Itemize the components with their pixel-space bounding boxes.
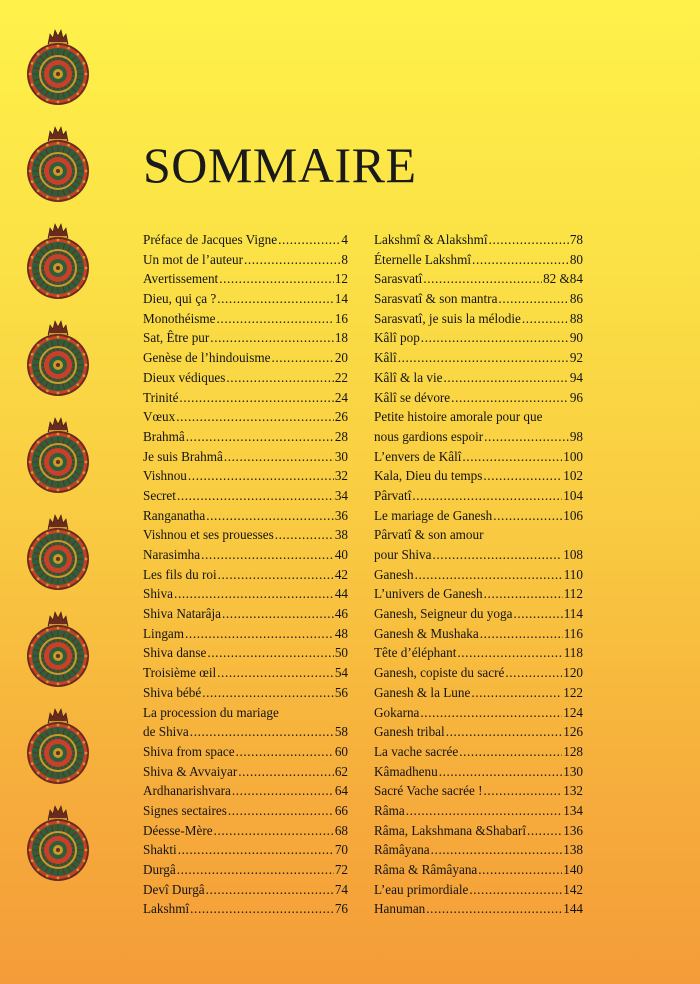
toc-page-number: 110 (563, 566, 583, 582)
toc-page-number: 4 (341, 232, 348, 247)
toc-dot-leader (232, 781, 334, 801)
toc-dot-leader (398, 348, 569, 368)
toc-dot-leader (484, 584, 563, 604)
toc-dot-leader (513, 604, 562, 624)
toc-entry (143, 348, 348, 368)
toc-dot-leader (527, 821, 562, 841)
toc-dot-leader (423, 269, 542, 289)
toc-dot-leader (226, 368, 333, 388)
toc-dot-leader (217, 309, 334, 329)
toc-entry (143, 840, 348, 860)
toc-page-number: 132 (563, 783, 583, 799)
toc-entry-title: Râma & Râmâyana (374, 862, 478, 877)
toc-page-number: 62 (334, 763, 348, 779)
toc-entry-title: Râma (374, 802, 405, 818)
toc-entry-title: Un mot de l’auteur (143, 251, 243, 267)
toc-dot-leader (471, 683, 562, 703)
toc-dot-leader (421, 328, 569, 348)
toc-dot-leader (206, 880, 334, 900)
toc-entry-title: Trinité (143, 389, 179, 405)
toc-entry-title: Shiva from space (143, 743, 235, 759)
toc-page-number: 114 (563, 606, 583, 622)
toc-dot-leader (483, 781, 562, 801)
toc-entry (143, 821, 348, 841)
toc-entry-title: Lakshmî & Alakshmî (374, 232, 488, 247)
toc-entry (143, 506, 348, 526)
toc-dot-leader (443, 368, 568, 388)
toc-entry-title: Ganesh, Seigneur du yoga (374, 606, 513, 622)
toc-entry-title: Vishnou et ses prouesses (143, 527, 274, 543)
toc-page-number: 82 &84 (543, 271, 583, 287)
toc-entry-title: Ranganatha (143, 507, 206, 523)
toc-entry (374, 801, 583, 821)
toc-page-number: 130 (563, 763, 583, 779)
toc-entry-line: Pârvatî & son amour (374, 527, 484, 543)
mandala-medallion-icon (26, 216, 90, 313)
toc-page-number: 48 (334, 625, 348, 641)
toc-page-number: 36 (334, 507, 348, 523)
toc-dot-leader (406, 801, 562, 821)
toc-entry (143, 683, 348, 703)
toc-page-number: 140 (563, 862, 583, 877)
toc-entry-title: Brahmâ (143, 428, 185, 444)
toc-entry (374, 703, 583, 723)
toc-entry-title: Ganesh (374, 566, 414, 582)
toc-entry (143, 742, 348, 762)
toc-dot-leader (177, 860, 334, 880)
toc-dot-leader (228, 801, 334, 821)
toc-dot-leader (224, 447, 334, 467)
toc-entry-title: Shiva & Avvaiyar (143, 763, 238, 779)
toc-page-number: 64 (334, 783, 348, 799)
toc-entry (143, 801, 348, 821)
toc-page-number: 60 (334, 743, 348, 759)
toc-entry (374, 427, 583, 447)
page-title: SOMMAIRE (143, 137, 417, 193)
toc-dot-leader (483, 466, 562, 486)
toc-dot-leader (505, 663, 562, 683)
toc-entry-title: Sarasvatî & son mantra (374, 291, 498, 307)
toc-entry (143, 388, 348, 408)
toc-dot-leader (244, 250, 340, 270)
toc-page-number: 54 (334, 665, 348, 681)
toc-dot-leader (202, 683, 334, 703)
toc-entry (374, 584, 583, 604)
toc-page-number: 80 (569, 251, 583, 267)
toc-dot-leader (522, 309, 569, 329)
toc-entry (374, 289, 583, 309)
toc-page-number: 144 (563, 901, 583, 917)
toc-page-number: 24 (334, 389, 348, 405)
toc-dot-leader (185, 624, 334, 644)
toc-entry-title: nous gardions espoir (374, 428, 484, 444)
toc-dot-leader (188, 466, 334, 486)
toc-entry-title: Sacré Vache sacrée ! (374, 783, 483, 799)
toc-entry-title: Kâlî & la vie (374, 369, 443, 385)
toc-entry-line: La procession du mariage (143, 704, 279, 720)
toc-page-number: 8 (341, 251, 348, 267)
mandala-medallion-icon (26, 798, 90, 895)
toc-dot-leader (469, 880, 562, 900)
toc-entry-title: Narasimha (143, 547, 201, 562)
toc-entry-title: L’univers de Ganesh (374, 586, 483, 602)
toc-entry (143, 899, 348, 919)
toc-entry-title: Dieu, qui ça ? (143, 291, 217, 307)
toc-dot-leader (236, 742, 334, 762)
toc-entry-title: Je suis Brahmâ (143, 448, 223, 464)
toc-entry-title: Ganesh & Mushaka (374, 625, 479, 641)
toc-entry (143, 230, 348, 250)
toc-page-number: 34 (334, 487, 348, 503)
toc-dot-leader (214, 821, 334, 841)
toc-page-number: 20 (334, 350, 348, 366)
toc-page-number: 96 (569, 389, 583, 405)
toc-entry (143, 643, 348, 663)
toc-entry-title: Signes sectaires (143, 802, 227, 818)
toc-entry-title: Kala, Dieu du temps (374, 468, 483, 484)
toc-entry (143, 880, 348, 900)
toc-entry (374, 447, 583, 467)
toc-page-number: 72 (334, 862, 348, 877)
toc-page-number: 112 (563, 586, 583, 602)
toc-entry-title: de Shiva (143, 724, 189, 740)
toc-page-number: 106 (563, 507, 583, 523)
toc-page-number: 134 (563, 802, 583, 818)
toc-entry (143, 781, 348, 801)
toc-page-number: 38 (334, 527, 348, 543)
toc-page-number: 22 (334, 369, 348, 385)
toc-dot-leader (484, 427, 569, 447)
toc-entry-title: Kâlî pop (374, 330, 420, 346)
toc-page-number: 74 (334, 881, 348, 897)
toc-page-number: 116 (563, 625, 583, 641)
toc-entry (374, 722, 583, 742)
toc-dot-leader (217, 663, 334, 683)
toc-page-number: 26 (334, 409, 348, 425)
toc-entry (143, 309, 348, 329)
toc-page-number: 78 (569, 232, 583, 247)
toc-entry (374, 663, 583, 683)
toc-entry (143, 545, 348, 565)
toc-page-number: 12 (334, 271, 348, 287)
toc-page-number: 16 (334, 310, 348, 326)
toc-entry (374, 643, 583, 663)
toc-page-number: 68 (334, 822, 348, 838)
toc-dot-leader (190, 722, 334, 742)
toc-dot-leader (207, 643, 333, 663)
toc-entry (143, 447, 348, 467)
toc-page-number: 128 (563, 743, 583, 759)
toc-dot-leader (177, 486, 334, 506)
toc-entry-title: Secret (143, 487, 176, 503)
toc-entry-title: Pârvatî (374, 487, 412, 503)
toc-entry (143, 466, 348, 486)
toc-entry (374, 466, 583, 486)
toc-entry-title: Shiva danse (143, 645, 207, 661)
toc-entry-title: Kâlî (374, 350, 397, 366)
toc-entry (374, 821, 583, 841)
toc-entry (374, 368, 583, 388)
toc-entry-title: Shiva (143, 586, 174, 602)
toc-entry-title: Hanuman (374, 901, 426, 917)
toc-page-number: 118 (563, 645, 583, 661)
toc-page-number: 92 (569, 350, 583, 366)
toc-page-number: 100 (563, 448, 583, 464)
toc-page-number: 98 (569, 428, 583, 444)
toc-dot-leader (480, 624, 563, 644)
toc-dot-leader (451, 388, 569, 408)
toc-page-number: 88 (569, 310, 583, 326)
toc-dot-leader (222, 604, 334, 624)
toc-dot-leader (174, 584, 334, 604)
toc-entry-title: Le mariage de Ganesh (374, 507, 493, 523)
toc-dot-leader (278, 230, 340, 250)
toc-entry-title: Avertissement (143, 271, 219, 287)
toc-dot-leader (478, 860, 562, 880)
toc-entry-title: pour Shiva (374, 547, 432, 562)
mandala-medallion-icon (26, 604, 90, 701)
toc-page-number: 30 (334, 448, 348, 464)
toc-dot-leader (462, 447, 562, 467)
toc-dot-leader (210, 328, 334, 348)
toc-page-number: 14 (334, 291, 348, 307)
toc-dot-leader (218, 565, 334, 585)
toc-dot-leader (457, 643, 562, 663)
toc-dot-leader (493, 506, 562, 526)
toc-dot-leader (179, 388, 333, 408)
toc-dot-leader (275, 525, 334, 545)
toc-entry-title: Déesse-Mère (143, 822, 213, 838)
toc-page-number: 40 (334, 547, 348, 562)
mandala-medallion-icon (26, 410, 90, 507)
toc-entry-title: Genèse de l’hindouisme (143, 350, 271, 366)
mandala-medallion-icon (26, 313, 90, 410)
toc-entry (143, 250, 348, 270)
toc-entry-title: Gokarna (374, 704, 420, 720)
toc-dot-leader (178, 840, 334, 860)
toc-entry-title: Ganesh tribal (374, 724, 445, 740)
toc-entry (143, 407, 348, 427)
toc-entry (143, 328, 348, 348)
toc-entry-title: Shiva bébé (143, 684, 202, 700)
toc-page-number: 86 (569, 291, 583, 307)
toc-entry (143, 604, 348, 624)
toc-entry (374, 742, 583, 762)
toc-entry (143, 525, 348, 545)
toc-entry-title: Lingam (143, 625, 185, 641)
toc-page-number: 56 (334, 684, 348, 700)
toc-entry (374, 624, 583, 644)
toc-page-number: 120 (563, 665, 583, 681)
toc-column-2 (374, 230, 583, 919)
mandala-column (26, 22, 90, 895)
toc-entry (374, 506, 583, 526)
toc-dot-leader (439, 762, 563, 782)
toc-entry-title: Kâlî se dévore (374, 389, 451, 405)
toc-entry (143, 486, 348, 506)
toc-entry (143, 762, 348, 782)
toc-page-number: 50 (334, 645, 348, 661)
toc-dot-leader (498, 289, 568, 309)
toc-entry (374, 781, 583, 801)
toc-page-number: 126 (563, 724, 583, 740)
toc-entry-title: Ganesh & la Lune (374, 684, 471, 700)
toc-page-number: 28 (334, 428, 348, 444)
toc-entry (143, 663, 348, 683)
toc-entry (374, 348, 583, 368)
toc-dot-leader (201, 545, 334, 565)
toc-entry (374, 545, 583, 565)
toc-dot-leader (219, 269, 334, 289)
toc-entry (374, 309, 583, 329)
toc-entry-title: Vœux (143, 409, 176, 425)
toc-entry (143, 269, 348, 289)
toc-dot-leader (472, 250, 569, 270)
toc-entry-title: Éternelle Lakshmî (374, 251, 472, 267)
toc-dot-leader (433, 545, 563, 565)
toc-entry-line: Petite histoire amorale pour que (374, 409, 543, 425)
toc-entry-title: Sarasvatî (374, 271, 423, 287)
toc-entry-title: L’eau primordiale (374, 881, 469, 897)
toc-page-number: 44 (334, 586, 348, 602)
toc-entry (374, 683, 583, 703)
toc-entry-title: Préface de Jacques Vigne (143, 232, 278, 247)
mandala-medallion-icon (26, 22, 90, 119)
toc-entry (374, 328, 583, 348)
toc-page-number: 138 (563, 842, 583, 858)
toc-dot-leader (238, 762, 334, 782)
toc-page-number: 104 (563, 487, 583, 503)
toc-entry-title: Râmâyana (374, 842, 430, 858)
toc-page-number: 58 (334, 724, 348, 740)
toc-dot-leader (431, 840, 563, 860)
toc-page-number: 136 (563, 822, 583, 838)
mandala-medallion-icon (26, 507, 90, 604)
toc-page-number: 66 (334, 802, 348, 818)
toc-dot-leader (446, 722, 563, 742)
toc-entry-title: Monothéisme (143, 310, 216, 326)
mandala-medallion-icon (26, 119, 90, 216)
toc-entry (374, 230, 583, 250)
toc-page-number: 124 (563, 704, 583, 720)
toc-entry-title: Ganesh, copiste du sacré (374, 665, 505, 681)
toc-entry (143, 427, 348, 447)
toc-entry (374, 840, 583, 860)
toc-entry-title: L’envers de Kâlî (374, 448, 462, 464)
toc-entry (143, 722, 348, 742)
toc-dot-leader (217, 289, 334, 309)
toc-entry-title: Durgâ (143, 862, 176, 877)
toc-entry-title: Shakti (143, 842, 177, 858)
toc-entry (374, 388, 583, 408)
toc-entry (143, 368, 348, 388)
toc-entry (143, 584, 348, 604)
toc-entry (143, 565, 348, 585)
toc-entry (374, 250, 583, 270)
toc-entry (143, 860, 348, 880)
toc-dot-leader (426, 899, 562, 919)
toc-entry-title: Les fils du roi (143, 566, 217, 582)
toc-page-number: 42 (334, 566, 348, 582)
toc-dot-leader (420, 703, 562, 723)
toc-entry-title: Lakshmî (143, 901, 190, 917)
toc-page-number: 90 (569, 330, 583, 346)
toc-dot-leader (489, 230, 569, 250)
toc-dot-leader (186, 427, 334, 447)
toc-entry-title: Râma, Lakshmana &Shabarî (374, 822, 526, 838)
toc-entry (374, 565, 583, 585)
toc-page-number: 46 (334, 606, 348, 622)
toc-entry-title: Dieux védiques (143, 369, 226, 385)
toc-entry (374, 486, 583, 506)
toc-page-number: 102 (563, 468, 583, 484)
toc-dot-leader (415, 565, 563, 585)
toc-entry (143, 289, 348, 309)
toc-dot-leader (190, 899, 334, 919)
toc-page-number: 94 (569, 369, 583, 385)
toc-page-number: 32 (334, 468, 348, 484)
toc-entry-title: Troisième œil (143, 665, 217, 681)
toc-page-number: 108 (563, 547, 583, 562)
toc-entry (143, 624, 348, 644)
toc-dot-leader (206, 506, 334, 526)
toc-dot-leader (459, 742, 562, 762)
toc-page-number: 70 (334, 842, 348, 858)
toc-entry-title: Sarasvatî, je suis la mélodie (374, 310, 521, 326)
toc-column-1 (143, 230, 348, 919)
toc-dot-leader (412, 486, 562, 506)
toc-entry-title: Shiva Natarâja (143, 606, 221, 622)
toc-entry-title: Devî Durgâ (143, 881, 205, 897)
toc-page-number: 18 (334, 330, 348, 346)
toc-entry (374, 604, 583, 624)
toc-entry (374, 899, 583, 919)
toc-entry (374, 762, 583, 782)
toc-entry (374, 269, 583, 289)
mandala-medallion-icon (26, 701, 90, 798)
toc-entry-title: Ardhanarishvara (143, 783, 231, 799)
toc-page-number: 76 (334, 901, 348, 917)
toc-page-number: 122 (563, 684, 583, 700)
toc-entry (374, 860, 583, 880)
toc-entry-title: Sat, Être pur (143, 330, 210, 346)
toc-entry-title: La vache sacrée (374, 743, 459, 759)
toc-page-number: 142 (563, 881, 583, 897)
toc-entry-title: Vishnou (143, 468, 187, 484)
toc-entry-title: Kâmadhenu (374, 763, 438, 779)
toc-dot-leader (176, 407, 334, 427)
toc-entry (374, 880, 583, 900)
toc-entry-title: Tête d’éléphant (374, 645, 457, 661)
toc-dot-leader (271, 348, 333, 368)
